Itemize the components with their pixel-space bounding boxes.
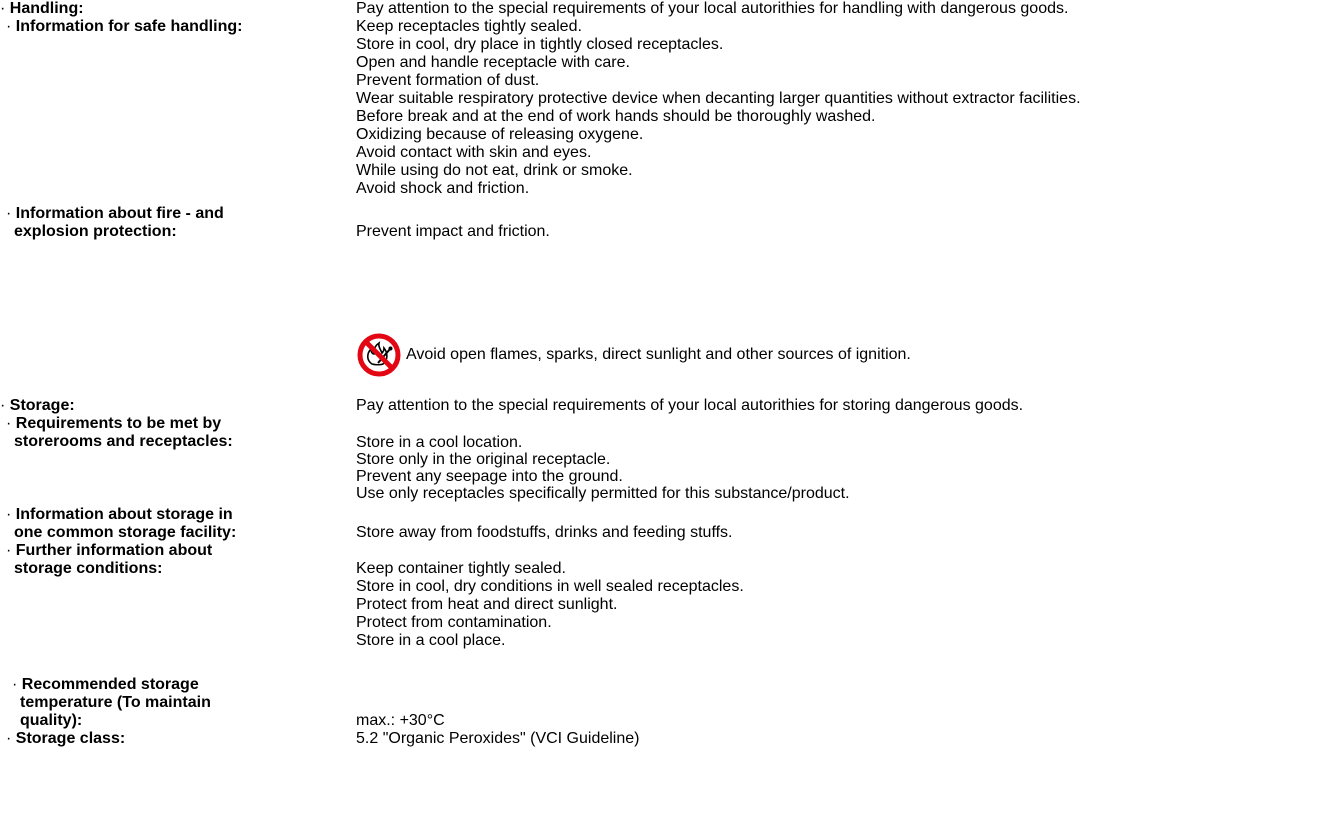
- list-item: Store in cool, dry place in tightly closed receptacles.: [356, 36, 724, 53]
- handling-label: · Handling:: [0, 0, 84, 17]
- safe-handling-label: · Information for safe handling:: [6, 18, 243, 35]
- list-item: Store in a cool place.: [356, 632, 506, 649]
- handling-text: Pay attention to the special requirements of your local autorithies for handling with dangerous goods.: [356, 0, 1069, 17]
- list-item: Before break and at the end of work hands should be thoroughly washed.: [356, 108, 876, 125]
- storage-label: · Storage:: [0, 397, 75, 414]
- storage-class-label: · Storage class:: [6, 730, 126, 747]
- list-item: Prevent formation of dust.: [356, 72, 540, 89]
- common-storage-label-cont: one common storage facility:: [14, 524, 237, 541]
- common-storage-text: Store away from foodstuffs, drinks and feeding stuffs.: [356, 524, 733, 541]
- fire-icon-text: Avoid open flames, sparks, direct sunlight and other sources of ignition.: [406, 346, 911, 363]
- list-item: Wear suitable respiratory protective device when decanting larger quantities without extractor facilities.: [356, 90, 1081, 107]
- storage-temperature-label-cont: quality):: [20, 712, 83, 729]
- storage-temperature-label: · Recommended storage: [12, 676, 199, 693]
- list-item: Keep container tightly sealed.: [356, 560, 566, 577]
- no-open-flame-icon: [357, 333, 401, 377]
- list-item: Store in a cool location.: [356, 434, 523, 451]
- list-item: Protect from contamination.: [356, 614, 552, 631]
- list-item: Protect from heat and direct sunlight.: [356, 596, 618, 613]
- list-item: Prevent any seepage into the ground.: [356, 468, 623, 485]
- further-storage-label-cont: storage conditions:: [14, 560, 163, 577]
- storerooms-label: · Requirements to be met by: [6, 415, 222, 432]
- storage-text: Pay attention to the special requirements of your local autorithies for storing dangerous goods.: [356, 397, 1024, 414]
- common-storage-label: · Information about storage in: [6, 506, 233, 523]
- list-item: Oxidizing because of releasing oxygene.: [356, 126, 644, 143]
- list-item: Store in cool, dry conditions in well sealed receptacles.: [356, 578, 744, 595]
- fire-protection-label-cont: explosion protection:: [14, 223, 177, 240]
- list-item: Use only receptacles specifically permitted for this substance/product.: [356, 485, 850, 502]
- list-item: Keep receptacles tightly sealed.: [356, 18, 582, 35]
- storage-temperature-text: max.: +30°C: [356, 712, 445, 729]
- list-item: While using do not eat, drink or smoke.: [356, 162, 633, 179]
- list-item: Avoid contact with skin and eyes.: [356, 144, 592, 161]
- fire-protection-label: · Information about fire - and: [6, 205, 224, 222]
- storage-class-text: 5.2 "Organic Peroxides" (VCI Guideline): [356, 730, 640, 747]
- storage-temperature-label-cont: temperature (To maintain: [20, 694, 211, 711]
- fire-protection-text: Prevent impact and friction.: [356, 223, 550, 240]
- list-item: Avoid shock and friction.: [356, 180, 530, 197]
- list-item: Store only in the original receptacle.: [356, 451, 611, 468]
- list-item: Open and handle receptacle with care.: [356, 54, 630, 71]
- storerooms-label-cont: storerooms and receptacles:: [14, 433, 233, 450]
- further-storage-label: · Further information about: [6, 542, 213, 559]
